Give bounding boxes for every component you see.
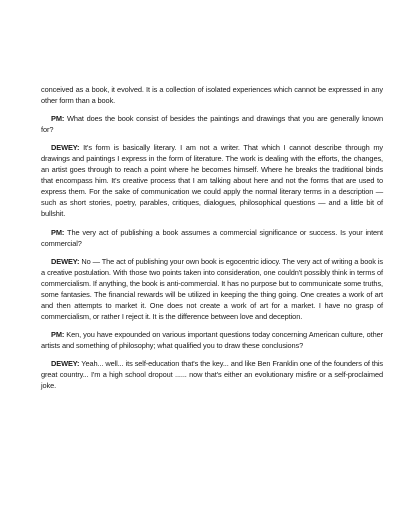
paragraph-dewey-answer [41,358,383,391]
paragraph-dewey-answer [41,142,383,219]
paragraph-text: The very act of publishing a book assumes a commercial significance or success. Is your intent commercial? [41,227,383,248]
speaker-label: DEWEY: [51,256,80,266]
paragraph-text: No — The act of publishing your own book is egocentric idiocy. The very act of writing a book is a creative postulation. With those two points taken into consideration, one couldn't possibly think in terms of commercialism. If anything, the book is anti-commercial. It has no purpose but to communicate some truths, some fantasies. The financial rewards will be utilized in keeping the thing going. One creates a work of art and then attempts to market it. One does not create a work of art for a market. I have no grasp of commercialism, or rather I reject it. It is the difference between love and deception. [41,256,383,321]
paragraph-text: conceived as a book, it evolved. It is a collection of isolated experiences which cannot be expressed in any other form than a book. [41,85,383,106]
speaker-label: PM: [51,329,65,339]
paragraph-text: What does the book consist of besides the paintings and drawings that you are generally known for? [41,114,383,135]
paragraph-pm-question [41,227,383,249]
interview-text-body [41,84,383,398]
paragraph-text: It's form is basically literary. I am not a writer. That which I cannot describe through my drawings and paintings I express in the form of literature. The work is dealing with the efforts, the changes, an artist goes through to reach a point where he becomes himself. Where he breaks the traditional binds that encompass him. It's creative process that I am talking about here and not the forms that are used to express them. For the sake of communication we could apply the normal literary terms in a description — such as short stories, poetry, parables, critiques, dialogues, philosophical questions — and a little bit of bullshit. [41,143,383,219]
paragraph-text: Ken, you have expounded on various important questions today concerning American culture, other artists and something of philosophy; what qualified you to draw these conclusions? [41,329,383,350]
speaker-label: PM: [51,114,65,124]
speaker-label: DEWEY: [51,358,80,368]
paragraph-continuation [41,84,383,106]
paragraph-text: Yeah... well... its self-education that's the key... and like Ben Franklin one of the founders of this great country... I'm a high school dropout ...... now that's either an evolutionary misfire or a self-proclaimed joke. [41,358,383,391]
speaker-label: PM: [51,227,65,237]
paragraph-pm-question [41,113,383,135]
speaker-label: DEWEY: [51,143,80,153]
paragraph-dewey-answer [41,256,383,322]
paragraph-pm-question [41,329,383,351]
